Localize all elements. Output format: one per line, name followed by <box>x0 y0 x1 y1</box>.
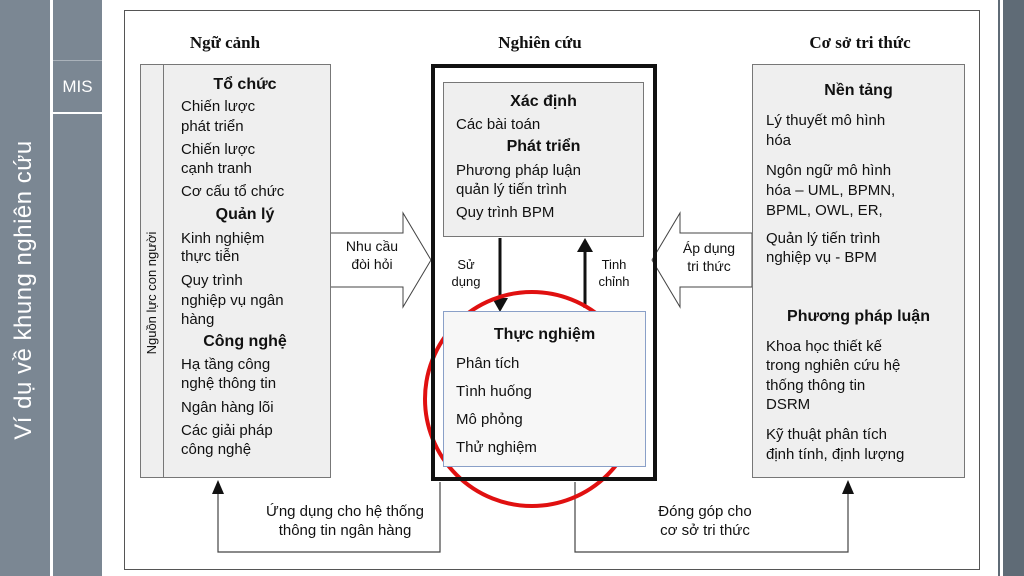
mgmt-item: hàng <box>181 311 215 328</box>
experiment-item: Thử nghiệm <box>456 439 537 456</box>
experiment-item: Mô phỏng <box>456 411 523 428</box>
context-divider <box>163 64 164 478</box>
mgmt-title: Quản lý <box>215 206 275 223</box>
org-item: Cơ cấu tổ chức <box>181 183 285 200</box>
methodology-item: trong nghiên cứu hệ <box>766 357 901 374</box>
refine-label-line1: Tinh <box>601 257 627 272</box>
foundation-item: Lý thuyết mô hình <box>766 112 886 129</box>
foundation-item: hóa <box>766 132 792 149</box>
contrib-label-line1: Đóng góp cho <box>658 503 752 520</box>
org-item: Chiến lược <box>181 141 256 158</box>
needs-label-line2: đòi hỏi <box>351 256 393 272</box>
use-label-line1: Sử <box>457 257 475 272</box>
foundation-item: hóa – UML, BPMN, <box>766 182 896 199</box>
mgmt-item: Kinh nghiệm <box>181 230 265 247</box>
mis-badge: MIS <box>62 77 93 96</box>
tech-item: Các giải pháp <box>181 422 273 439</box>
org-item: Chiến lược <box>181 98 256 115</box>
define-item: Các bài toán <box>456 116 541 133</box>
contrib-arrow-head <box>842 480 854 494</box>
develop-item: Phương pháp luận <box>456 162 581 179</box>
tech-item: công nghệ <box>181 441 252 458</box>
tech-item: Ngân hàng lõi <box>181 399 274 416</box>
methodology-item: Kỹ thuật phân tích <box>766 426 887 443</box>
bank-app-label-line2: thông tin ngân hàng <box>278 522 412 539</box>
research-header: Nghiên cứu <box>498 33 582 52</box>
mgmt-item: Quy trình <box>181 272 243 289</box>
tech-item: Hạ tầng công <box>181 356 271 373</box>
contrib-label-line2: cơ sở tri thức <box>660 522 750 539</box>
foundation-item: nghiệp vụ - BPM <box>766 249 877 266</box>
foundation-item: Ngôn ngữ mô hình <box>766 162 892 179</box>
foundation-item: BPML, OWL, ER, <box>766 202 883 219</box>
mgmt-item: thực tiễn <box>181 248 240 265</box>
org-item: phát triển <box>181 118 244 135</box>
methodology-item: định tính, định lượng <box>766 446 905 463</box>
apply-label-line1: Áp dụng <box>682 240 736 256</box>
experiment-item: Phân tích <box>456 355 520 372</box>
methodology-item: Khoa học thiết kế <box>766 338 882 355</box>
develop-title: Phát triển <box>506 138 581 155</box>
mgmt-item: nghiệp vụ ngân <box>181 292 284 309</box>
bank-app-label-line1: Ứng dụng cho hệ thống <box>266 503 424 520</box>
org-title: Tổ chức <box>213 76 277 93</box>
experiment-title: Thực nghiệm <box>493 326 596 343</box>
foundation-title: Nền tảng <box>824 82 893 99</box>
refine-label-line2: chỉnh <box>598 274 630 289</box>
apply-label-line2: tri thức <box>687 258 731 274</box>
human-resources-label: Nguồn lực con người <box>144 231 159 355</box>
knowledge-header: Cơ sở tri thức <box>809 33 911 52</box>
methodology-item: DSRM <box>766 396 811 413</box>
develop-item: Quy trình BPM <box>456 204 555 221</box>
foundation-item: Quản lý tiến trình <box>766 230 881 247</box>
define-title: Xác định <box>510 93 577 110</box>
slide-title: Ví dụ về khung nghiên cứu <box>10 140 37 440</box>
develop-item: quản lý tiến trình <box>456 181 567 198</box>
methodology-item: thống thông tin <box>766 377 866 394</box>
tech-title: Công nghệ <box>203 333 287 350</box>
experiment-item: Tình huống <box>456 383 532 400</box>
methodology-title: Phương pháp luận <box>787 308 930 325</box>
org-item: cạnh tranh <box>181 160 252 177</box>
context-header: Ngữ cảnh <box>189 33 261 52</box>
needs-label-line1: Nhu cầu <box>345 238 399 254</box>
bank-app-arrow-head <box>212 480 224 494</box>
use-label-line2: dụng <box>451 274 481 289</box>
tech-item: nghệ thông tin <box>181 375 277 392</box>
